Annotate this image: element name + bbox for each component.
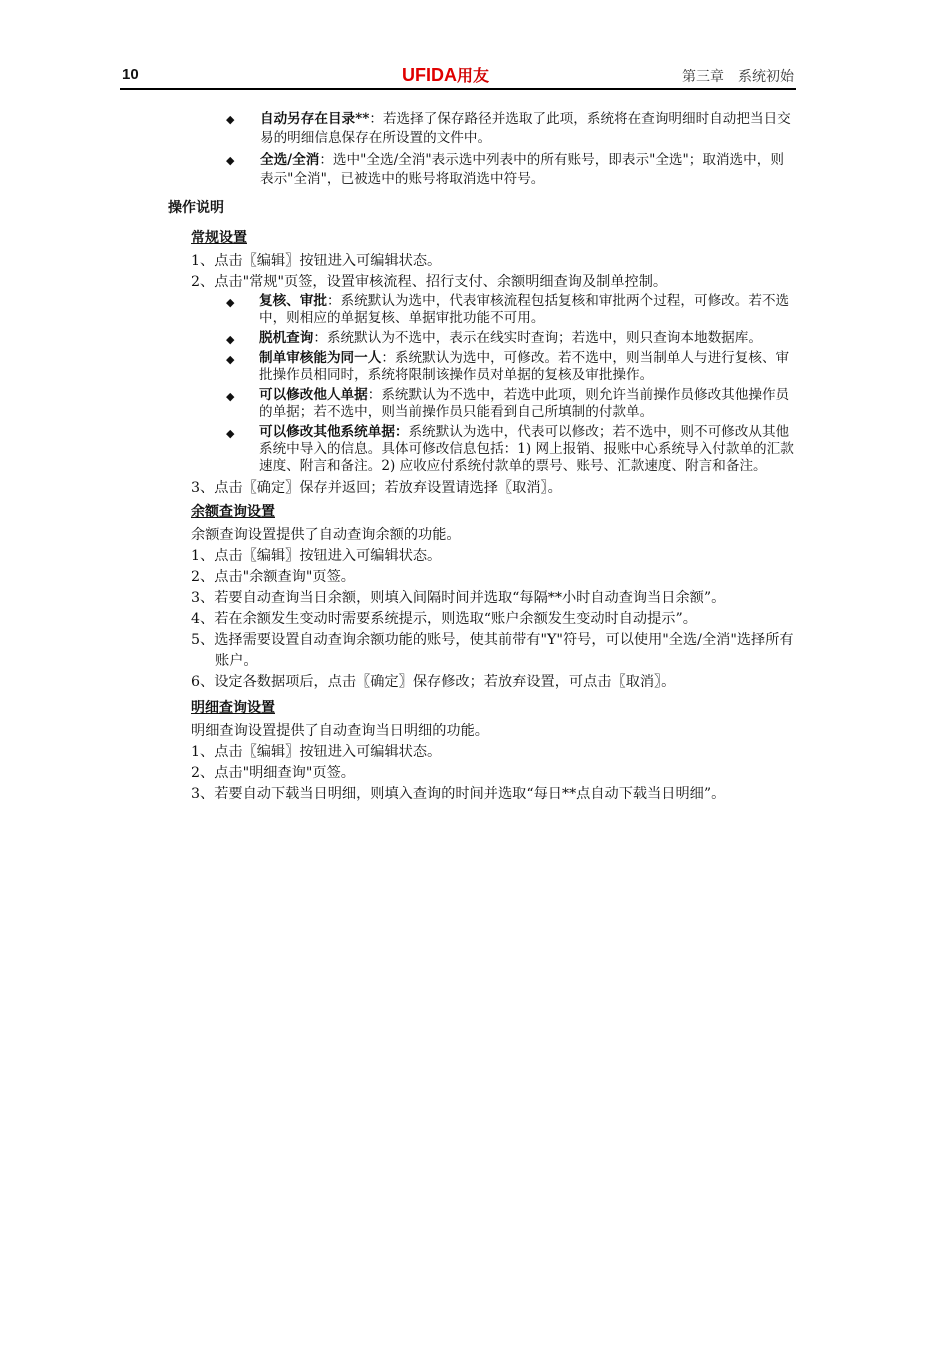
operation-notes-heading: 操作说明 <box>168 200 224 216</box>
chapter-title: 第三章 系统初始 <box>682 69 794 85</box>
bullet-term: 全选/全消 <box>260 152 320 168</box>
balance-line: 余额查询设置提供了自动查询余额的功能。 <box>191 527 461 543</box>
detail-line: 2、点击"明细查询"页签。 <box>191 765 355 781</box>
bullet-auto-save <box>168 110 796 147</box>
bullet-text: ：系统默认为不选中，表示在线实时查询；若选中，则只查询本地数据库。 <box>313 330 762 346</box>
detail-settings-heading: 明细查询设置 <box>191 700 275 716</box>
general-step-3: 3、点击〖确定〗保存并返回；若放弃设置请选择〖取消〗。 <box>191 480 562 496</box>
bullet-term: 可以修改其他系统单据： <box>259 424 409 440</box>
ufida-logo <box>402 63 489 86</box>
bullet-text: ：若选择了保存路径并选取了此项，系统将在查询明细时自动把当日交易的明细信息保存在所设置的文件中。 <box>260 111 791 146</box>
logo-latin: UFIDA <box>402 65 457 85</box>
balance-line: 6、设定各数据项后，点击〖确定〗保存修改；若放弃设置，可点击〖取消〗。 <box>191 674 676 690</box>
diamond-bullet-icon: ◆ <box>226 390 235 403</box>
page-number: 10 <box>122 66 139 83</box>
balance-line: 2、点击"余额查询"页签。 <box>191 569 355 585</box>
bullet-text: ：选中"全选/全消"表示选中列表中的所有账号，即表示"全选"；取消选中，则表示"全消"，已被选中的账号将取消选中符号。 <box>260 152 784 187</box>
balance-line: 3、若要自动查询当日余额，则填入间隔时间并选取“每隔**小时自动查询当日余额”。 <box>191 590 726 606</box>
detail-line: 明细查询设置提供了自动查询当日明细的功能。 <box>191 723 489 739</box>
balance-line: 5、选择需要设置自动查询余额功能的账号，使其前带有"Y"符号，可以使用"全选/全消"选择所有账户。 <box>191 632 794 669</box>
bullet-offline-query <box>168 330 796 347</box>
general-step-1: 1、点击〖编辑〗按钮进入可编辑状态。 <box>191 253 442 269</box>
bullet-term: 复核、审批 <box>259 293 327 309</box>
page-header <box>120 62 796 90</box>
balance-line: 1、点击〖编辑〗按钮进入可编辑状态。 <box>191 548 442 564</box>
bullet-edit-others <box>168 387 796 421</box>
diamond-bullet-icon: ◆ <box>226 353 235 366</box>
diamond-bullet-icon: ◆ <box>226 154 235 167</box>
bullet-review-approve <box>168 293 796 327</box>
diamond-bullet-icon: ◆ <box>226 427 235 440</box>
bullet-term: 可以修改他人单据 <box>259 387 368 403</box>
detail-line: 3、若要自动下载当日明细，则填入查询的时间并选取“每日**点自动下载当日明细”。 <box>191 786 726 802</box>
general-step-2: 2、点击"常规"页签，设置审核流程、招行支付、余额明细查询及制单控制。 <box>191 274 668 290</box>
diamond-bullet-icon: ◆ <box>226 296 235 309</box>
logo-cn: 用友 <box>457 68 490 85</box>
bullet-select-all <box>168 151 796 188</box>
diamond-bullet-icon: ◆ <box>226 333 235 346</box>
balance-settings-heading: 余额查询设置 <box>191 504 275 520</box>
bullet-text: ：系统默认为选中，代表审核流程包括复核和审批两个过程，可修改。若不选中，则相应的单据复核、单据审批功能不可用。 <box>259 293 790 326</box>
bullet-edit-other-systems <box>168 424 796 475</box>
bullet-text: 系统默认为选中，代表可以修改；若不选中，则不可修改从其他系统中导入的信息。具体可修改信息包括：1) 网上报销、报账中心系统导入付款单的汇款速度、附言和备注。2) 应收应付系统付款单的票号、账号、汇款速度、附言和备注。 <box>259 424 794 474</box>
bullet-same-person <box>168 350 796 384</box>
bullet-term: 脱机查询 <box>259 330 314 346</box>
diamond-bullet-icon: ◆ <box>226 113 235 126</box>
balance-line: 4、若在余额发生变动时需要系统提示，则选取“账户余额发生变动时自动提示”。 <box>191 611 697 627</box>
bullet-term: 制单审核能为同一人 <box>259 350 382 366</box>
page-content <box>168 110 796 805</box>
bullet-term: 自动另存在目录** <box>260 111 370 127</box>
detail-line: 1、点击〖编辑〗按钮进入可编辑状态。 <box>191 744 442 760</box>
bullet-text: ：系统默认为选中，可修改。若不选中，则当制单人与进行复核、审批操作员相同时，系统将限制该操作员对单据的复核及审批操作。 <box>259 350 790 383</box>
general-settings-heading: 常规设置 <box>191 230 247 246</box>
bullet-text: ：系统默认为不选中，若选中此项，则允许当前操作员修改其他操作员的单据；若不选中，则当前操作员只能看到自己所填制的付款单。 <box>259 387 790 420</box>
